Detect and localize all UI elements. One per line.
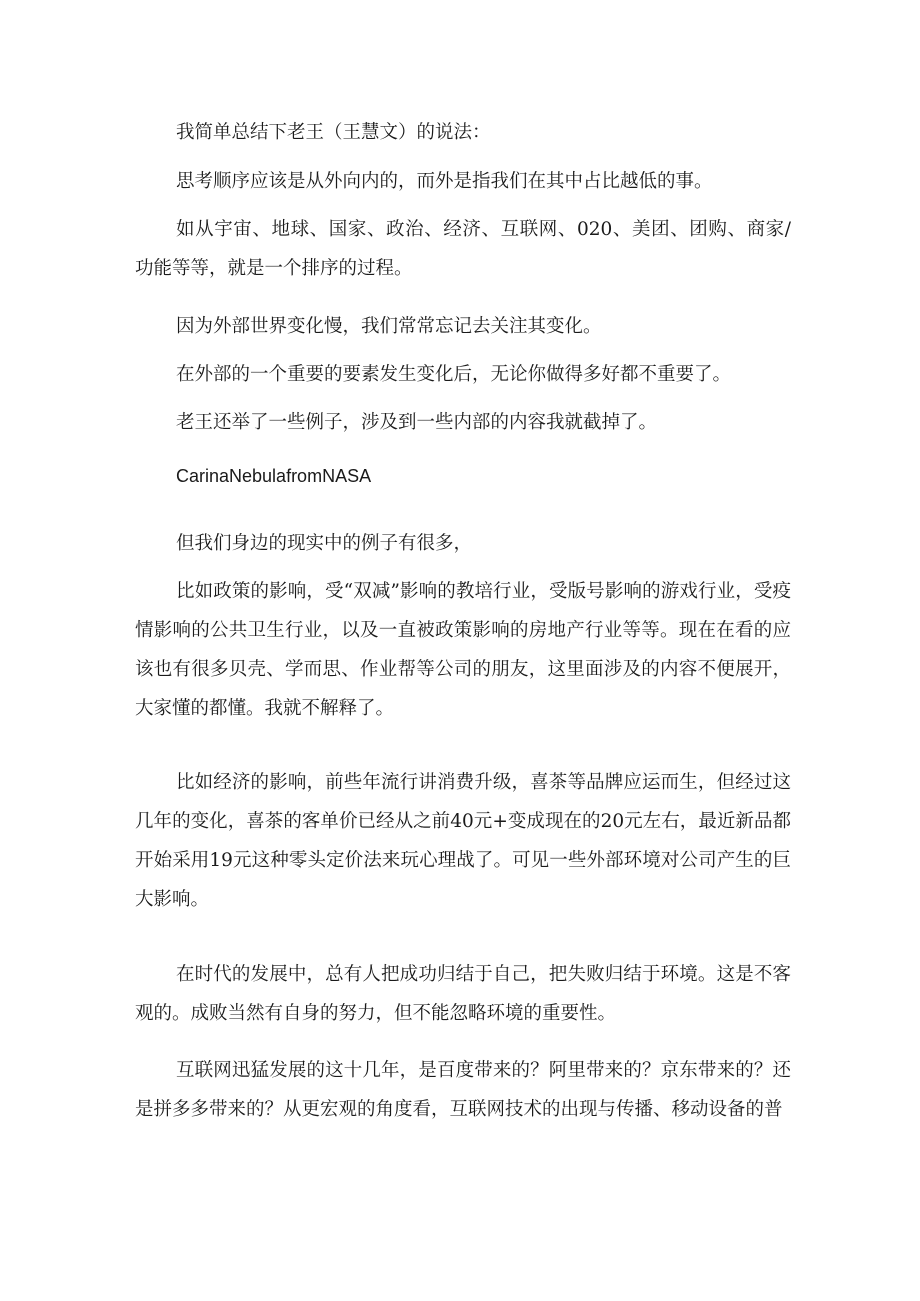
paragraph-slow-change: 因为外部世界变化慢，我们常常忘记去关注其变化。 (176, 316, 602, 337)
paragraph-economic-impact: 比如经济的影响，前些年流行讲消费升级，喜茶等品牌应运而生，但经过这几年的变化，喜茶的客单价已经从之前40元+变成现在的20元左右，最近新品都开始采用19元这种零头定价法来玩心理战了。可见一些外部环境对公司产生的巨大影响。 (135, 772, 791, 910)
paragraph-external-factor: 在外部的一个重要的要素发生变化后，无论你做得多好都不重要了。 (176, 364, 732, 385)
paragraph-thinking-order: 思考顺序应该是从外向内的，而外是指我们在其中占比越低的事。 (176, 171, 713, 192)
paragraph-examples-cut: 老王还举了一些例子，涉及到一些内部的内容我就截掉了。 (176, 412, 658, 433)
paragraph-ordering-example: 如从宇宙、地球、国家、政治、经济、互联网、020、美团、团购、商家/功能等等，就是一个排序的过程。 (135, 219, 791, 279)
paragraph-summary-intro: 我简单总结下老王（王慧文）的说法： (176, 122, 491, 143)
paragraph-success-attribution: 在时代的发展中，总有人把成功归结于自己，把失败归结于环境。这是不客观的。成败当然有自身的努力，但不能忽略环境的重要性。 (135, 964, 791, 1024)
paragraph-real-examples: 但我们身边的现实中的例子有很多， (176, 533, 473, 554)
paragraph-policy-impact: 比如政策的影响，受“双减”影响的教培行业，受版号影响的游戏行业，受疫情影响的公共卫生行业，以及一直被政策影响的房地产行业等等。现在在看的应该也有很多贝壳、学而思、作业帮等公司的朋友，这里面涉及的内容不便展开，大家懂的都懂。我就不解释了。 (135, 581, 791, 719)
image-caption: CarinaNebulafromNASA (176, 466, 372, 486)
paragraph-internet-growth: 互联网迅猛发展的这十几年，是百度带来的？阿里带来的？京东带来的？还是拼多多带来的？从更宏观的角度看，互联网技术的出现与传播、移动设备的普 (135, 1060, 791, 1120)
